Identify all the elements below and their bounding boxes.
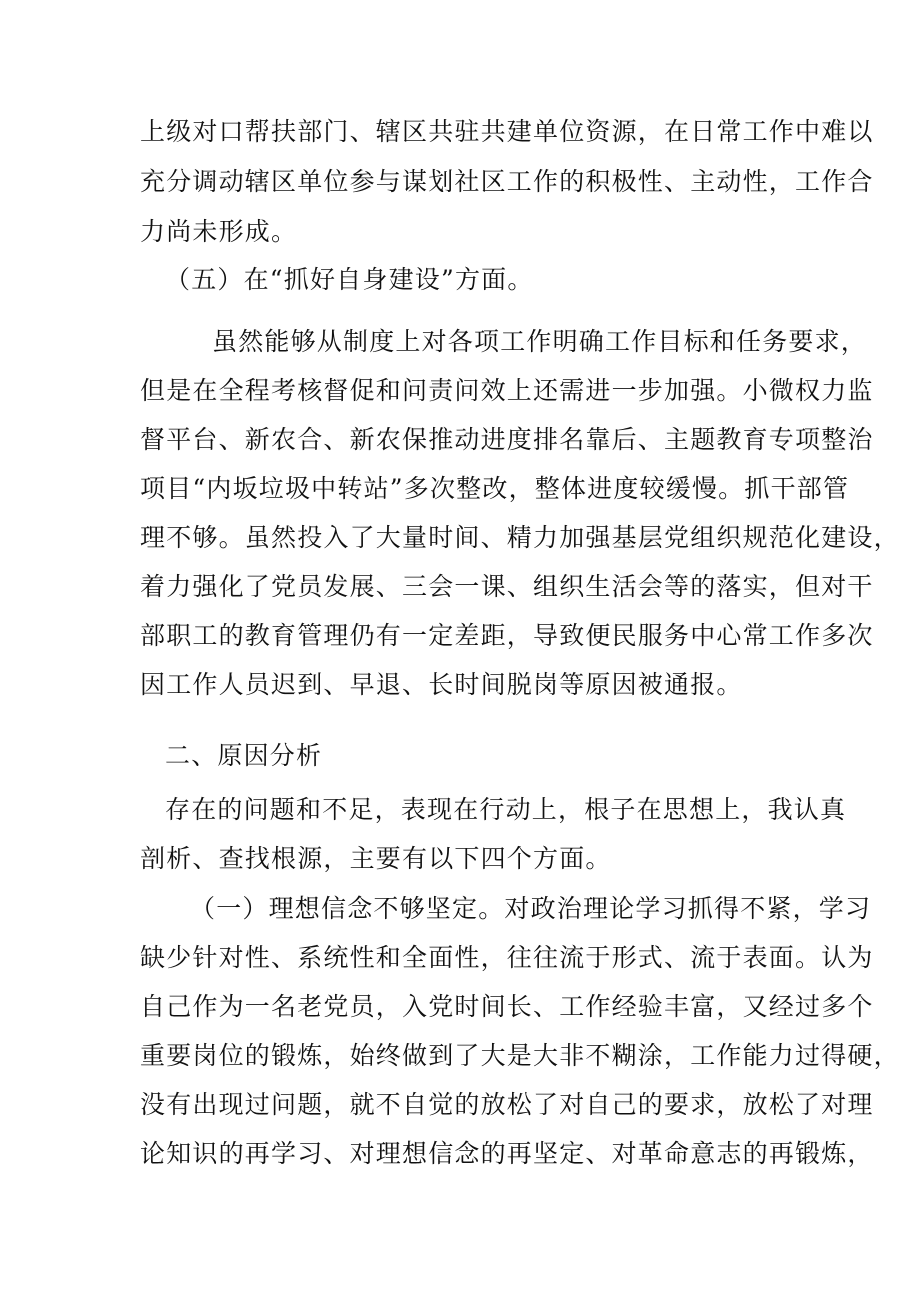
section-heading: 二、原因分析 [165,741,323,770]
paragraph-line: 上级对口帮扶部门、辖区共驻共建单位资源，在日常工作中难以 [140,117,874,146]
paragraph-line: 剖析、查找根源，主要有以下四个方面。 [140,844,612,873]
paragraph-line: 着力强化了党员发展、三会一课、组织生活会等的落实，但对干 [140,572,874,601]
section-heading: （五）在“抓好自身建设”方面。 [165,265,534,294]
paragraph-line: 存在的问题和不足，表现在行动上，根子在思想上，我认真 [165,795,847,824]
paragraph-line: 力尚未形成。 [140,217,298,246]
paragraph-line: 但是在全程考核督促和问责问效上还需进一步加强。小微权力监 [140,376,874,405]
paragraph-line: 项目“内坂垃圾中转站”多次整改，整体进度较缓慢。抓干部管 [140,474,850,503]
paragraph-line: 缺少针对性、系统性和全面性，往往流于形式、流于表面。认为 [140,943,874,972]
paragraph-line: 虽然能够从制度上对各项工作明确工作目标和任务要求， [212,327,868,356]
paragraph-line: 部职工的教育管理仍有一定差距，导致便民服务中心常工作多次 [140,621,874,650]
paragraph-line: 因工作人员迟到、早退、长时间脱岗等原因被通报。 [140,670,743,699]
paragraph-line: 理不够。虽然投入了大量时间、精力加强基层党组织规范化建设， [140,523,900,552]
paragraph-line: 充分调动辖区单位参与谋划社区工作的积极性、主动性，工作合 [140,167,874,196]
paragraph-line: 督平台、新农合、新农保推动进度排名靠后、主题教育专项整治 [140,425,874,454]
paragraph-line: 重要岗位的锻炼，始终做到了大是大非不糊涂，工作能力过得硬， [140,1041,900,1070]
paragraph-line: 自己作为一名老党员，入党时间长、工作经验丰富，又经过多个 [140,992,874,1021]
paragraph-line: （一）理想信念不够坚定。对政治理论学习抓得不紧，学习 [190,894,872,923]
paragraph-line: 论知识的再学习、对理想信念的再坚定、对革命意志的再锻炼， [140,1139,874,1168]
paragraph-line: 没有出现过问题，就不自觉的放松了对自己的要求，放松了对理 [140,1090,874,1119]
